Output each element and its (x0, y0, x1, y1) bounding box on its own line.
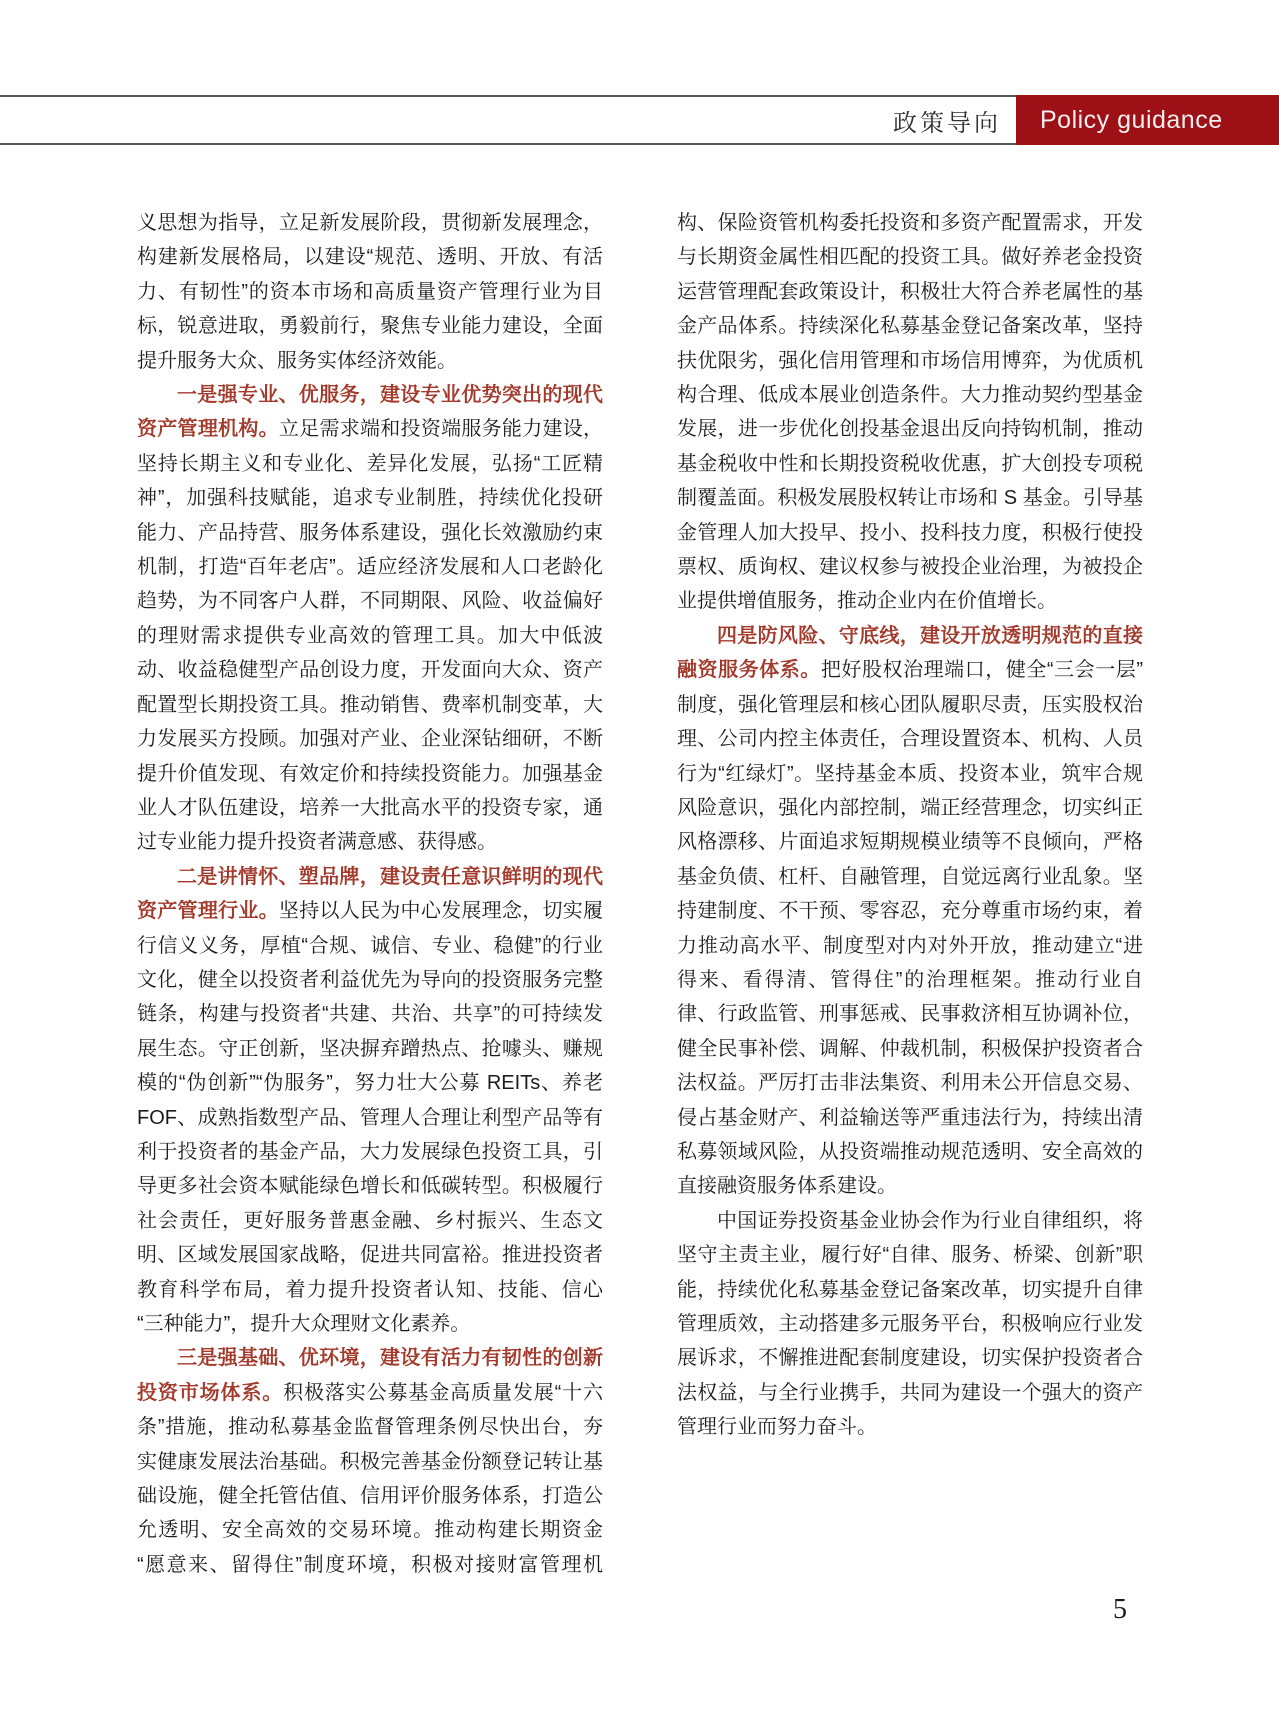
page-number: 5 (1113, 1594, 1127, 1625)
paragraph-text: 义思想为指导，立足新发展阶段，贯彻新发展理念，构建新发展格局，以建设“规范、透明、开放、有活力、有韧性”的资本市场和高质量资产管理行业为目标，锐意进取，勇毅前行，聚焦专业能力建设，全面提升服务大众、服务实体经济效能。 (137, 212, 603, 372)
paragraph-lead-heading: 四是防风险、守底线，建设开放透明规范的直接融资服务体系。 (677, 624, 1143, 682)
paragraph (137, 206, 603, 378)
paragraph-lead-heading: 三是强基础、优环境，建设有活力有韧性的创新投资市场体系。 (137, 1347, 603, 1404)
paragraph-lead-heading: 二是讲情怀、塑品牌，建设责任意识鲜明的现代资产管理行业。 (137, 865, 603, 923)
paragraph (137, 860, 603, 1342)
paragraph-text: 立足需求端和投资端服务能力建设，坚持长期主义和专业化、差异化发展，弘扬“工匠精神”，加强科技赋能，追求专业制胜，持续优化投研能力、产品持营、服务体系建设，强化长效激励约束机制，打造“百年老店”。适应经济发展和人口老龄化趋势，为不同客户人群，不同期限、风险、收益偏好的理财需求提供专业高效的管理工具。加大中低波动、收益稳健型产品创设力度，开发面向大众、资产配置型长期投资工具。推动销售、费率机制变革，大力发展买方投顾。加强对产业、企业深钻细研，不断提升价值发现、有效定价和持续投资能力。加强基金业人才队伍建设，培养一大批高水平的投资专家，通过专业能力提升投资者满意感、获得感。 (137, 418, 604, 854)
section-title-zh: 政策导向 (893, 109, 1001, 137)
article-body (137, 206, 1143, 1588)
paragraph-text: 把好股权治理端口，健全“三会一层”制度，强化管理层和核心团队履职尽责，压实股权治理、公司内控主体责任，合理设置资本、机构、人员行为“红绿灯”。坚持基金本质、投资本业，筑牢合规风险意识，强化内部控制，端正经营理念，切实纠正风格漂移、片面追求短期规模业绩等不良倾向，严格基金负债、杠杆、自融管理，自觉远离行业乱象。坚持建制度、不干预、零容忍，充分尊重市场约束，着力推动高水平、制度型对内对外开放，推动建立“进得来、看得清、管得住”的治理框架。推动行业自律、行政监管、刑事惩戒、民事救济相互协调补位，健全民事补偿、调解、仲裁机制，积极保护投资者合法权益。严厉打击非法集资、利用未公开信息交易、侵占基金财产、利益输送等严重违法行为，持续出清私募领域风险，从投资端推动规范透明、安全高效的直接融资服务体系建设。 (677, 659, 1143, 1198)
paragraph-text: 坚持以人民为中心发展理念，切实履行信义义务，厚植“合规、诚信、专业、稳健”的行业文化，健全以投资者利益优先为导向的投资服务完整链条，构建与投资者“共建、共治、共享”的可持续发展生态。守正创新，坚决摒弃蹭热点、抢噱头、赚规模的“伪创新”“伪服务”，努力壮大公募 REITs、养老 FOF、成熟指数型产品、管理人合理让利型产品等有利于投资者的基金产品，大力发展绿色投资工具，引导更多社会资本赋能绿色增长和低碳转型。积极履行社会责任，更好服务普惠金融、乡村振兴、生态文明、区域发展国家战略，促进共同富裕。推进投资者教育科学布局，着力提升投资者认知、技能、信心“三种能力”，提升大众理财文化素养。 (137, 900, 604, 1335)
section-title-en: Policy guidance (1016, 95, 1279, 145)
paragraph (677, 1204, 1143, 1445)
page-header (0, 95, 1279, 145)
paragraph-text: 积极落实公募基金高质量发展“十六条”措施，推动私募基金监督管理条例尽快出台，夯实健康发展法治基础。积极完善基金份额登记转让基础设施，健全托管估值、信用评价服务体系，打造公允透明、安全高效的交易环境。推动构建长期资金“愿意来、留得住”制度环境，积极对接财富管理机构、保险资管机构委托投资和多资产配置需求，开发与长期资金属性相匹配的投资工具。做好养老金投资运营管理配套政策设计，积极壮大符合养老属性的基金产品体系。持续深化私募基金登记备案改革，坚持扶优限劣，强化信用管理和市场信用博弈，为优质机构合理、低成本展业创造条件。大力推动契约型基金发展，进一步优化创投基金退出反向持钩机制，推动基金税收中性和长期投资税收优惠，扩大创投专项税制覆盖面。积极发展股权转让市场和 S 基金。引导基金管理人加大投早、投小、投科技力度，积极行使投票权、质询权、建议权参与被投企业治理，为被投企业提供增值服务，推动企业内在价值增长。 (137, 212, 1143, 1576)
paragraph (137, 378, 603, 860)
paragraph-lead-heading: 一是强专业、优服务，建设专业优势突出的现代资产管理机构。 (137, 384, 603, 441)
paragraph-text: 中国证券投资基金业协会作为行业自律组织，将坚守主责主业，履行好“自律、服务、桥梁、创新”职能，持续优化私募基金登记备案改革，切实提升自律管理质效，主动搭建多元服务平台，积极响应行业发展诉求，不懈推进配套制度建设，切实保护投资者合法权益，与全行业携手，共同为建设一个强大的资产管理行业而努力奋斗。 (677, 1209, 1143, 1439)
paragraph (677, 619, 1143, 1204)
